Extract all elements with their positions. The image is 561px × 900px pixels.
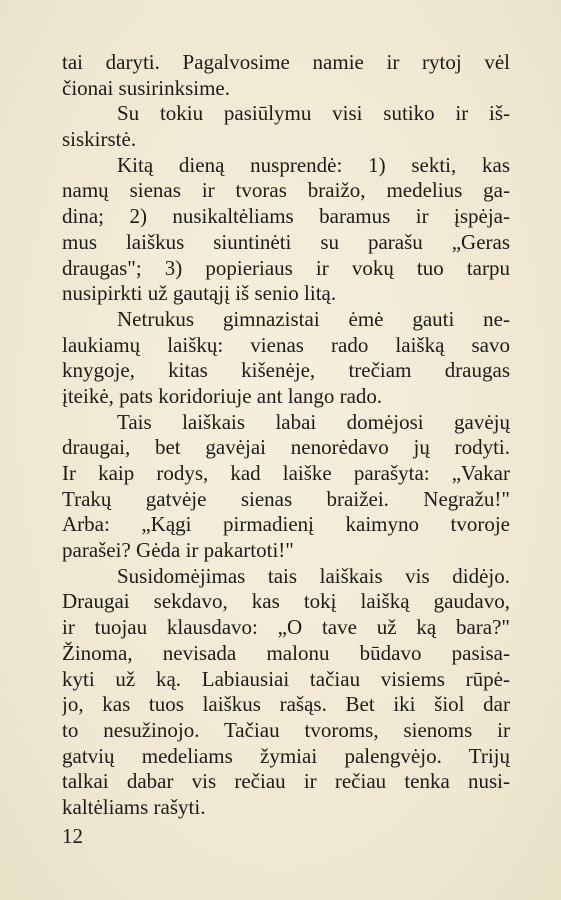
text-line: įteikė, pats koridoriuje ant lango rado. [62, 383, 383, 408]
page-number: 12 [62, 824, 83, 848]
text-line: to nesužinojo. Tačiau tvoroms, sienoms ir [62, 717, 510, 742]
text-line: talkai dabar vis rečiau ir rečiau tenka nusi- [62, 769, 510, 794]
text-line: kaltėliams rašyti. [62, 794, 206, 819]
body-text [62, 50, 510, 821]
text-line: ir tuojau klausdavo: „O tave už ką bara?" [62, 615, 510, 640]
text-line: Netrukus gimnazistai ėmė gauti ne- [117, 306, 510, 331]
text-line: Kitą dieną nusprendė: 1) sekti, kas [117, 152, 510, 177]
text-line: Su tokiu pasiūlymu visi sutiko ir iš- [117, 101, 510, 126]
text-line: Tais laiškais labai domėjosi gavėjų [117, 409, 510, 434]
text-line: parašei? Gėda ir pakartoti!" [62, 538, 294, 563]
text-line: gatvių medeliams žymiai palengvėjo. Trijų [62, 743, 510, 768]
text-line: dina; 2) nusikaltėliams baramus ir įspėja- [62, 204, 510, 229]
text-line: siskirstė. [62, 127, 137, 152]
text-line: Ir kaip rodys, kad laiške parašyta: „Vakar [62, 461, 510, 485]
text-line: namų sienas ir tvoras braižo, medelius ga- [62, 178, 510, 203]
text-line: kyti už ką. Labiausiai tačiau visiems rūpė- [62, 666, 510, 691]
text-line: Arba: „Kągi pirmadienį kaimyno tvoroje [62, 512, 510, 537]
text-line: čionai susirinksime. [62, 75, 230, 100]
text-line: jo, kas tuos laiškus rašąs. Bet iki šiol dar [62, 692, 510, 717]
text-line: Draugai sekdavo, kas tokį laišką gaudavo, [62, 589, 510, 614]
text-line: mus laiškus siuntinėti su parašu „Geras [62, 229, 510, 254]
text-line: knygoje, kitas kišenėje, trečiam draugas [62, 358, 510, 383]
text-line: draugas"; 3) popieriaus ir vokų tuo tarpu [62, 255, 510, 280]
text-line: Susidomėjimas tais laiškais vis didėjo. [117, 563, 510, 588]
text-line: Trakų gatvėje sienas braižei. Negražu!" [62, 486, 510, 511]
text-line: Žinoma, nevisada malonu būdavo pasisa- [62, 640, 510, 665]
text-line: nusipirkti už gautąjį iš senio litą. [62, 281, 337, 306]
text-line: draugai, bet gavėjai nenorėdavo jų rodyti. [62, 435, 510, 460]
text-line: laukiamų laiškų: vienas rado laišką savo [62, 332, 510, 357]
text-line: tai daryti. Pagalvosime namie ir rytoj vėl [62, 50, 510, 74]
